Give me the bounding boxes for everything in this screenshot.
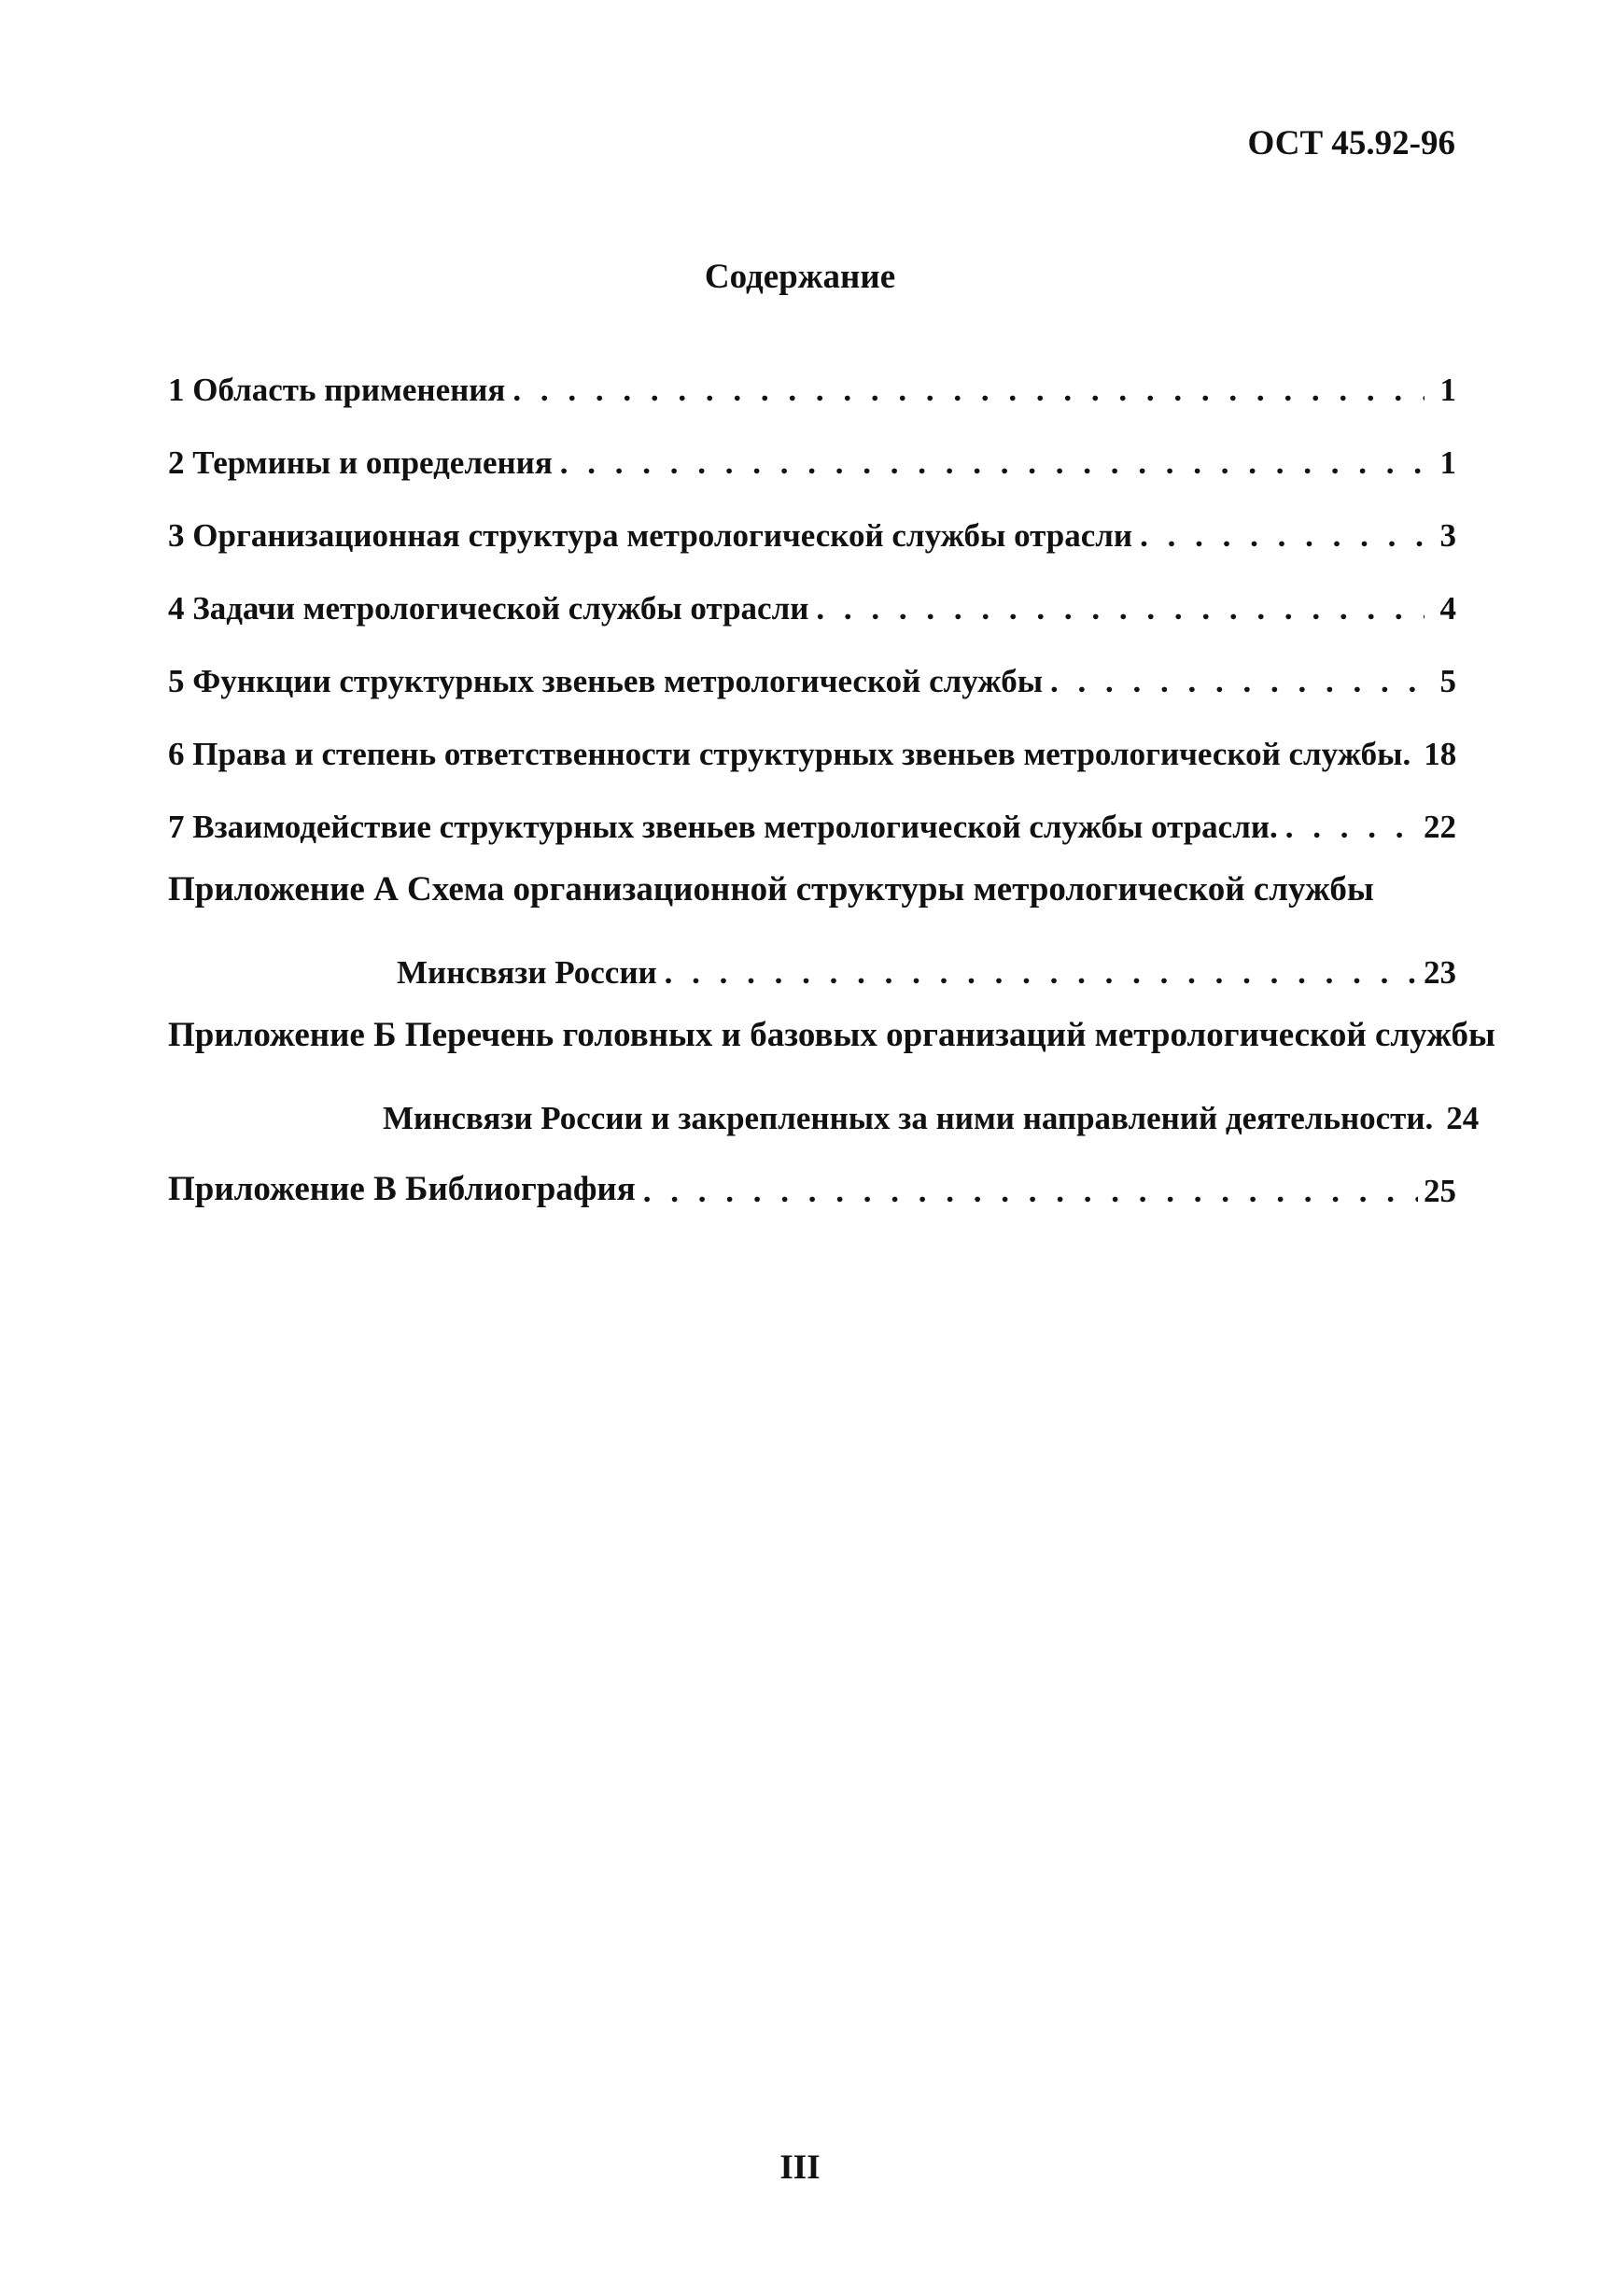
- appendix-a-entry[interactable]: [397, 942, 1456, 991]
- leader-dots: [1285, 810, 1418, 846]
- toc-entry-page: 4: [1439, 589, 1456, 627]
- toc-entry-1[interactable]: [168, 359, 1456, 408]
- toc-entry-4[interactable]: [168, 578, 1456, 627]
- toc-entry-label: 6 Права и степень ответственности структурных звеньев метрологической службы.: [168, 735, 1411, 772]
- toc-entry-label: Минсвязи России и закрепленных за ними направлений деятельности.: [383, 1099, 1434, 1136]
- toc-entry-label: 7 Взаимодействие структурных звеньев метрологической службы отрасли.: [168, 808, 1278, 845]
- toc-entry-label: 4 Задачи метрологической службы отрасли: [168, 589, 809, 627]
- toc-entry-5[interactable]: [168, 651, 1456, 699]
- toc-entry-page: 1: [1439, 444, 1456, 481]
- leader-dots: [560, 445, 1425, 482]
- toc-entry-label: 1 Область применения: [168, 371, 506, 408]
- leader-dots: [1050, 664, 1425, 700]
- toc-entry-6[interactable]: [168, 724, 1456, 772]
- toc-entry-7[interactable]: [168, 796, 1456, 845]
- appendix-c-entry[interactable]: [168, 1161, 1456, 1209]
- appendix-a-title[interactable]: Приложение А Схема организационной структуры метрологической службы: [168, 870, 1374, 909]
- toc-entry-page: 3: [1439, 516, 1456, 554]
- toc-entry-label: 3 Организационная структура метрологической службы отрасли: [168, 516, 1133, 554]
- leader-dots: [665, 955, 1418, 992]
- leader-dots: [816, 591, 1425, 627]
- leader-dots: [512, 373, 1425, 409]
- toc-entry-page: 5: [1439, 662, 1456, 699]
- leader-dots: [643, 1174, 1418, 1210]
- page-title: Содержание: [704, 258, 896, 296]
- toc-entry-page: 25: [1424, 1172, 1456, 1209]
- toc-entry-page: 1: [1439, 371, 1456, 408]
- toc-entry-page: 22: [1424, 808, 1456, 845]
- leader-dots: [1140, 518, 1425, 555]
- toc-entry-page: 18: [1424, 735, 1457, 772]
- page-number: III: [779, 2148, 821, 2187]
- toc-entry-3[interactable]: [168, 505, 1456, 554]
- toc-entry-2[interactable]: [168, 432, 1456, 481]
- appendix-b-entry[interactable]: [383, 1088, 1480, 1136]
- toc-entry-page: 24: [1446, 1099, 1480, 1136]
- toc-entry-label: Приложение В Библиография: [168, 1170, 636, 1209]
- toc-entry-label: 5 Функции структурных звеньев метрологической службы: [168, 662, 1044, 699]
- toc-entry-label: 2 Термины и определения: [168, 444, 553, 481]
- document-code: ОСТ 45.92-96: [1247, 124, 1455, 162]
- toc-entry-label: Минсвязи России: [397, 953, 657, 991]
- toc-entry-page: 23: [1424, 953, 1456, 991]
- appendix-b-title[interactable]: Приложение Б Перечень головных и базовых организаций метрологической службы: [168, 1016, 1495, 1054]
